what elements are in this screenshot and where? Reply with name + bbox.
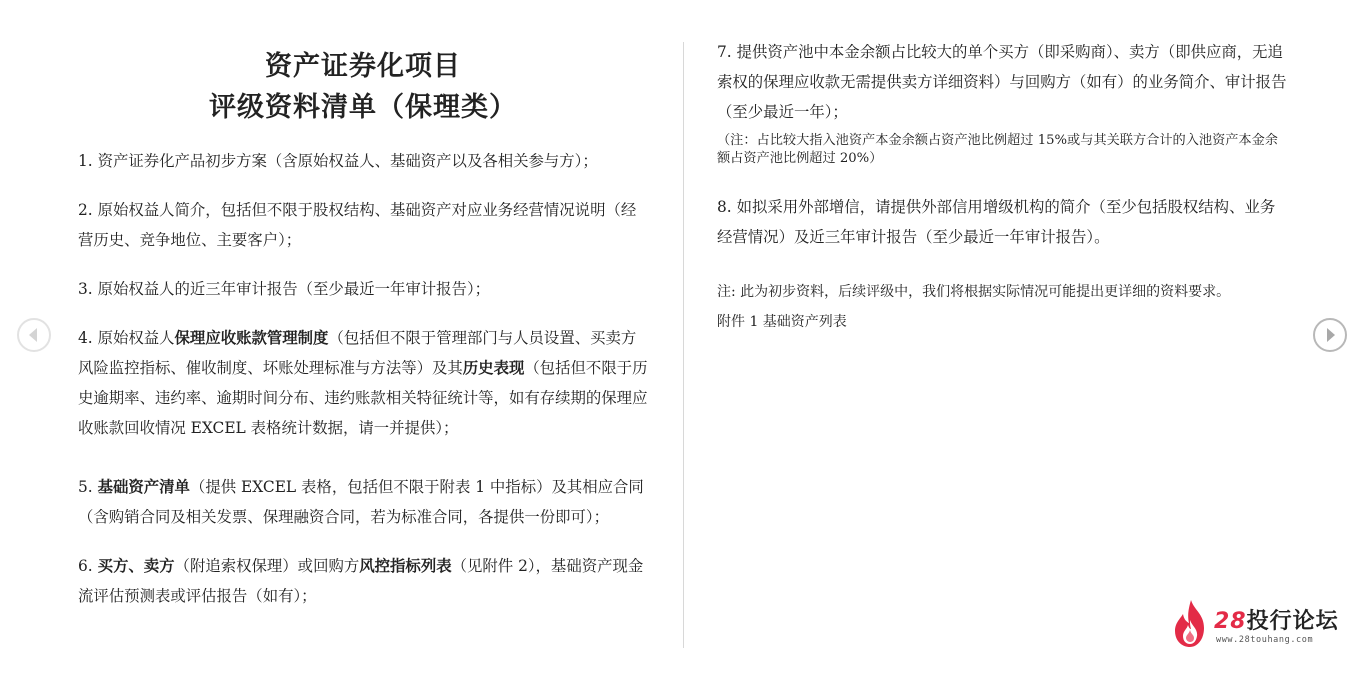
list-item-1: 1. 资产证券化产品初步方案（含原始权益人、基础资产以及各相关参与方）； [78, 152, 598, 170]
list-item-3: 3. 原始权益人的近三年审计报告（至少最近一年审计报告）； [78, 280, 491, 298]
site-watermark-logo [1170, 598, 1350, 650]
list-item-2: 2. 原始权益人简介，包括但不限于股权结构、基础资产对应业务经营情况说明（经营历史、竞争地位、主要客户）； [78, 201, 637, 249]
logo-name: 投行论坛 [1246, 609, 1339, 634]
list-item-4-text-a: 4. 原始权益人 [78, 329, 175, 347]
list-item-4 [78, 323, 650, 443]
list-item-4-bold-history: 历史表现 [462, 359, 525, 377]
chevron-right-icon [1315, 320, 1345, 350]
logo-url: www.28touhang.com [1216, 635, 1314, 645]
list-item-6-bold-risk-indicators: 风控指标列表 [359, 557, 452, 575]
list-item-8: 8. 如拟采用外部增信，请提供外部信用增级机构的简介（至少包括股权结构、业务经营情况）及近三年审计报告（至少最近一年审计报告）。 [717, 198, 1276, 246]
list-item-5-text-c: （提供 EXCEL 表格，包括但不限于附表 1 中指标）及其相应合同（含购销合同及相关发票、保理融资合同，若为标准合同，各提供一份即可）； [78, 478, 644, 526]
list-item-7-note: （注：占比较大指入池资产本金余额占资产池比例超过 15%或与其关联方合计的入池资产本金余额占资产池比例超过 20%） [717, 133, 1278, 166]
attachment-1-label: 附件 1 基础资产列表 [717, 314, 847, 330]
next-page-button[interactable] [1313, 318, 1347, 352]
list-item-6-text-c: （附追索权保理）或回购方 [174, 557, 360, 575]
document-title-line1: 资产证券化项目 [265, 51, 461, 82]
preliminary-note: 注: 此为初步资料，后续评级中，我们将根据实际情况可能提出更详细的资料要求。 [717, 284, 1231, 300]
chevron-left-icon [19, 320, 49, 350]
column-divider [683, 42, 684, 648]
flame-logo-icon [1170, 598, 1212, 650]
logo-wordmark [1214, 604, 1339, 635]
document-title-line2: 评级资料清单（保理类） [209, 92, 517, 123]
list-item-4-text-c: （包括但不限于管理部门与人员设置、买卖方风险监控指标、催收制度、坏账处理标准与方法等）及其 [78, 329, 637, 377]
list-item-5-bold-asset-list: 基础资产清单 [97, 478, 190, 496]
list-item-7: 7. 提供资产池中本金余额占比较大的单个买方（即采购商）、卖方（即供应商，无追索权的保理应收款无需提供卖方详细资料）与回购方（如有）的业务简介、审计报告（至少最近一年）； [717, 43, 1287, 121]
prev-page-button[interactable] [17, 318, 51, 352]
list-item-6 [78, 551, 650, 611]
list-item-5-text-a: 5. [78, 478, 98, 496]
list-item-4-bold-factoring-policy: 保理应收账款管理制度 [174, 329, 329, 347]
list-item-4-text-e: （包括但不限于历史逾期率、违约率、逾期时间分布、违约账款相关特征统计等，如有存续期的保理应收账款回收情况 EXCEL 表格统计数据，请一并提供）； [78, 359, 648, 437]
list-item-6-text-a: 6. [78, 557, 98, 575]
list-item-6-bold-buyer-seller: 买方、卖方 [97, 557, 175, 575]
logo-number: 28 [1214, 609, 1247, 634]
list-item-6-text-e: （见附件 2），基础资产现金流评估预测表或评估报告（如有）； [78, 557, 644, 605]
list-item-5 [78, 472, 650, 532]
